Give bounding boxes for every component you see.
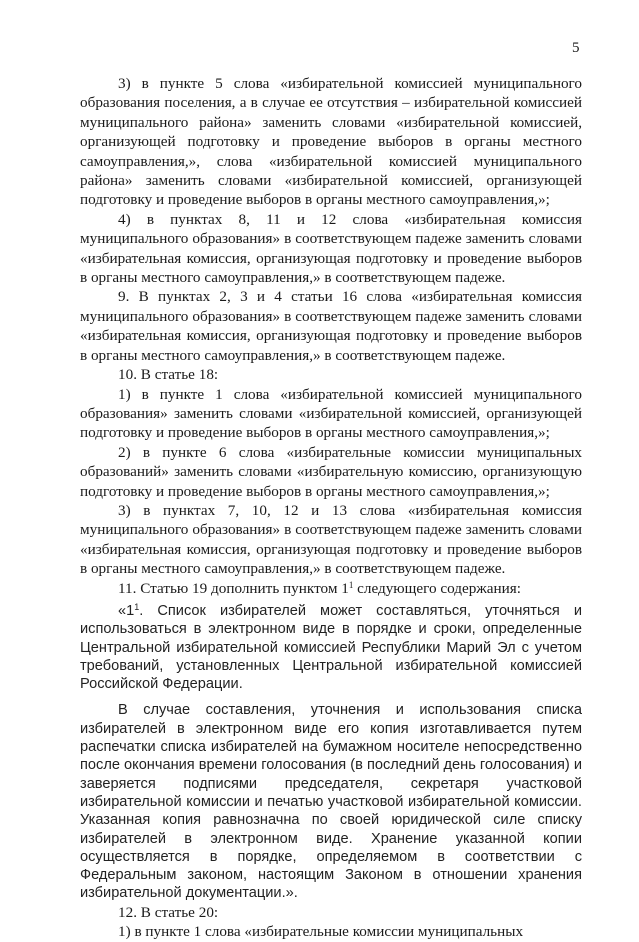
- paragraph-article-12: 12. В статье 20:: [118, 903, 219, 921]
- paragraph-12-item-1: 1) в пункте 1 слова «избирательные комиссии муниципальных: [118, 923, 524, 941]
- paragraph-item-4: 4) в пунктах 8, 11 и 12 слова «избирательная комиссия муниципального образования» в соответствующем падеже заменить словами «избирательная комиссия, организующая подготовку и проведение выборов в органы местного самоуправления,» в соответствующем падеже.: [80, 210, 582, 287]
- paragraph-item-3: 3) в пункте 5 слова «избирательной комиссией муниципального образования поселения, а в случае ее отсутствия – избирательной комиссией муниципального района» заменить словами «избирательной комиссией, организующей подготовку и проведение выборов в органы местного самоуправления,», слова «избирательной комиссией муниципального района» заменить словами «избирательной комиссией, организующей подготовку и проведение выборов в органы местного самоуправления,»;: [80, 75, 582, 209]
- paragraph-10-item-3: 3) в пунктах 7, 10, 12 и 13 слова «избирательная комиссия муниципального образования» в соответствующем падеже заменить словами «избирательная комиссия, организующая подготовку и проведение выборов в органы местного самоуправления,» в соответствующем падеже.: [80, 501, 582, 578]
- page-number: 5: [572, 40, 580, 56]
- document-body: [80, 74, 582, 942]
- paragraph-10-item-1: 1) в пункте 1 слова «избирательной комиссией муниципального образования» заменить словами «избирательной комиссией, организующей подготовку и проведение выборов в органы местного самоуправления,»;: [80, 385, 582, 442]
- paragraph-article-10: 10. В статье 18:: [118, 366, 219, 384]
- paragraph-10-item-2: 2) в пункте 6 слова «избирательные комиссии муниципальных образований» заменить словами «избирательную комиссию, организующую подготовку и проведение выборов в органы местного самоуправления,»;: [80, 443, 582, 500]
- quoted-paragraph-copy: В случае составления, уточнения и использования списка избирателей в электронном виде его копия изготавливается путем распечатки списка избирателей на бумажном носителе непосредственно после окончания времени голосования (в последний день голосования) и заверяется подписями председателя, секретаря участковой избирательной комиссии и печатью участковой избирательной комиссии. Указанная копия равнозначна по своей юридической силе списку избирателей в электронном виде. Хранение указанной копии осуществляется в порядке, определяемом в соответствии с Федеральным законом, настоящим Законом в отношении хранения избирательной документации.».: [80, 702, 582, 902]
- paragraph-article-9: 9. В пунктах 2, 3 и 4 статьи 16 слова «избирательная комиссия муниципального образования» в соответствующем падеже заменить словами «избирательная комиссия, организующая подготовку и проведение выборов в органы местного самоуправления,» в соответствующем падеже.: [80, 288, 582, 364]
- paragraph-article-11: 11. Статью 19 дополнить пунктом $1^1$ следующего содержания:: [118, 579, 521, 597]
- quoted-point-1-1: «$1^1$. Список избирателей может составляться, уточняться и использоваться в электронном виде в порядке и сроки, определенные Центральной избирательной комиссией Республики Марий Эл с учетом требований, установленных Центральной избирательной комиссией Российской Федерации.: [80, 601, 582, 693]
